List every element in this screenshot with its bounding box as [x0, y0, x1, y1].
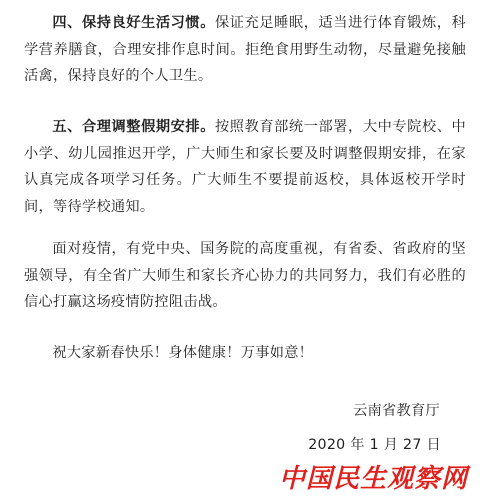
section-body-habits: 保证充足睡眠，适当进行体育锻炼，科学营养膳食，合理安排作息时间。拒绝食用野生动物，尽量避免接触活禽，保持良好的个人卫生。 — [24, 15, 466, 85]
signature-date: 2020 年 1 月 27 日 — [308, 437, 441, 453]
section-heading-holiday: 五、合理调整假期安排。 — [52, 119, 215, 135]
section-body-holiday: 按照教育部统一部署，大中专院校、中小学、幼儿园推迟开学，广大师生和家长要及时调整假期安排，在家认真完成各项学习任务。广大师生不要提前返校，具体返校开学时间，等待学校通知。 — [24, 119, 466, 216]
paragraph-holiday — [24, 114, 466, 221]
paragraph-habits — [24, 10, 466, 90]
paragraph-confidence: 面对疫情，有党中央、国务院的高度重视，有省委、省政府的坚强领导，有全省广大师生和家长齐心协力的共同努力，我们有必胜的信心打赢这场疫情防控阻击战。 — [24, 241, 466, 311]
paragraph-greeting: 祝大家新春快乐！身体健康！万事如意！ — [52, 345, 314, 361]
site-watermark-logo: 中国民生观察网 — [278, 464, 468, 494]
signature-organization: 云南省教育厅 — [353, 403, 440, 419]
section-heading-habits: 四、保持良好生活习惯。 — [52, 15, 215, 31]
